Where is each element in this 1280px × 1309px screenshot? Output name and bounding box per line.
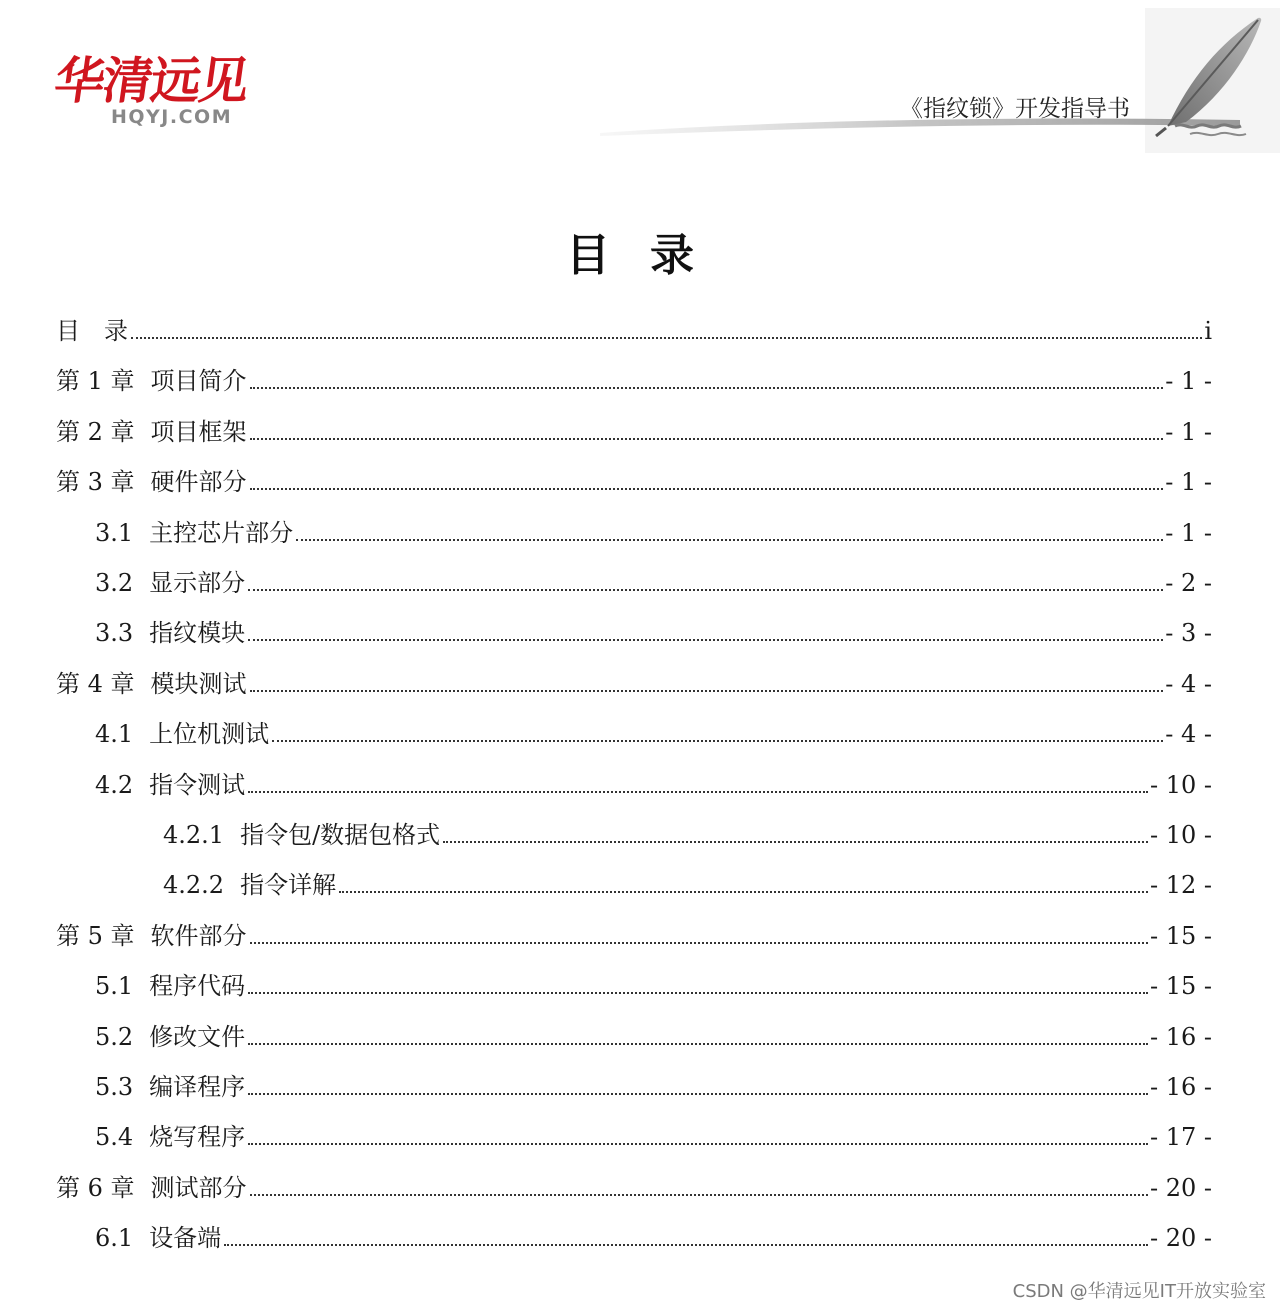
- toc-entry-label: [95, 971, 245, 1001]
- toc-entry-label: [95, 518, 293, 548]
- toc-entry-number: 3.3: [95, 619, 134, 647]
- toc-entry-number: 第 5 章: [56, 922, 135, 950]
- toc-entry-label: [95, 770, 245, 800]
- toc-entry[interactable]: [163, 860, 1212, 900]
- toc-entry-page: - 12 -: [1149, 871, 1212, 899]
- toc-entry-title: 指纹模块: [149, 619, 246, 647]
- toc-entry[interactable]: [95, 558, 1212, 598]
- toc-entry-number: 5.2: [95, 1023, 134, 1051]
- toc-entry-page: - 16 -: [1149, 1073, 1212, 1101]
- toc-entry[interactable]: [95, 1213, 1212, 1253]
- toc-entry-label: [56, 316, 128, 346]
- toc-dot-leader: [272, 739, 1163, 742]
- toc-dot-leader: [250, 941, 1148, 944]
- toc-entry-label: [95, 1022, 245, 1052]
- toc-entry-label: [95, 1223, 221, 1253]
- toc-entry[interactable]: [56, 306, 1212, 346]
- toc-entry-label: [163, 820, 440, 850]
- toc-entry-title: 设备端: [149, 1224, 222, 1252]
- toc-entry-page: - 17 -: [1149, 1123, 1212, 1151]
- toc-dot-leader: [250, 689, 1164, 692]
- toc-entry-title: 测试部分: [150, 1174, 247, 1202]
- toc-entry-number: 5.4: [95, 1123, 134, 1151]
- toc-entry-title: 指令测试: [149, 771, 246, 799]
- toc-entry-page: - 15 -: [1149, 972, 1212, 1000]
- toc-entry-label: [95, 618, 245, 648]
- toc-entry-label: [56, 417, 247, 447]
- toc-entry[interactable]: [95, 1112, 1212, 1152]
- toc-entry-title: 主控芯片部分: [149, 519, 294, 547]
- toc-dot-leader: [248, 790, 1148, 793]
- toc-entry-number: 4.1: [95, 720, 134, 748]
- toc-entry-page: - 3 -: [1165, 619, 1212, 647]
- toc-entry-page: - 16 -: [1149, 1023, 1212, 1051]
- document-title: 《指纹锁》开发指导书: [900, 96, 1130, 122]
- toc-entry-label: [95, 1122, 245, 1152]
- toc-entry[interactable]: [95, 608, 1212, 648]
- toc-entry-title: 模块测试: [150, 670, 247, 698]
- toc-entry-number: 第 4 章: [56, 670, 135, 698]
- toc-entry[interactable]: [56, 1163, 1212, 1203]
- toc-entry-title: 程序代码: [149, 972, 246, 1000]
- toc-entry-number: 第 6 章: [56, 1174, 135, 1202]
- toc-entry-label: [95, 1072, 245, 1102]
- toc-entry-page: - 1 -: [1165, 519, 1212, 547]
- toc-entry-title: 上位机测试: [149, 720, 270, 748]
- toc-entry-title: 软件部分: [150, 922, 247, 950]
- toc-dot-leader: [250, 386, 1164, 389]
- toc-entry-page: - 1 -: [1165, 468, 1212, 496]
- toc-dot-leader: [248, 1142, 1148, 1145]
- toc-entry-title: 指令包/数据包格式: [240, 821, 441, 849]
- toc-dot-leader: [131, 336, 1202, 339]
- toc-entry[interactable]: [95, 760, 1212, 800]
- toc-dot-leader: [248, 1092, 1148, 1095]
- toc-entry[interactable]: [56, 457, 1212, 497]
- toc-entry-number: 4.2.1: [163, 821, 225, 849]
- toc-entry-title: 烧写程序: [149, 1123, 246, 1151]
- toc-entry-page: - 20 -: [1149, 1224, 1212, 1252]
- toc-dot-leader: [248, 588, 1163, 591]
- toc-entry-page: - 10 -: [1149, 771, 1212, 799]
- toc-dot-leader: [250, 1193, 1148, 1196]
- quill-pen-icon: [600, 8, 1280, 153]
- toc-dot-leader: [248, 638, 1163, 641]
- toc-entry-number: 4.2.2: [163, 871, 225, 899]
- toc-entry-page: - 20 -: [1149, 1174, 1212, 1202]
- toc-heading: 目录: [566, 230, 734, 281]
- toc-entry-number: 5.3: [95, 1073, 134, 1101]
- toc-entry[interactable]: [56, 659, 1212, 699]
- toc-entry-page: - 1 -: [1165, 367, 1212, 395]
- toc-entry-title: 编译程序: [149, 1073, 246, 1101]
- toc-entry-title: 显示部分: [149, 569, 246, 597]
- toc-entry-number: 5.1: [95, 972, 134, 1000]
- toc-entry-label: [56, 669, 247, 699]
- toc-entry-page: - 1 -: [1165, 418, 1212, 446]
- toc-dot-leader: [443, 840, 1148, 843]
- toc-entry-number: 3.2: [95, 569, 134, 597]
- toc-entry-page: - 4 -: [1165, 720, 1212, 748]
- toc-entry-page: i: [1204, 317, 1212, 345]
- toc-entry-page: - 15 -: [1149, 922, 1212, 950]
- logo-subtext: HQYJ.COM: [111, 106, 233, 128]
- toc-dot-leader: [248, 991, 1148, 994]
- toc-entry-page: - 10 -: [1149, 821, 1212, 849]
- toc-entry-label: [95, 719, 269, 749]
- toc-entry-number: 3.1: [95, 519, 134, 547]
- toc-entry-label: [56, 467, 247, 497]
- toc-entry[interactable]: [95, 709, 1212, 749]
- company-logo: [50, 52, 270, 132]
- toc-dot-leader: [339, 890, 1148, 893]
- toc-entry-title: 硬件部分: [150, 468, 247, 496]
- toc-entry-label: [56, 1173, 247, 1203]
- toc-entry[interactable]: [56, 407, 1212, 447]
- toc-entry-label: [163, 870, 336, 900]
- toc-entry-label: [95, 568, 245, 598]
- toc-entry[interactable]: [56, 911, 1212, 951]
- toc-entry[interactable]: [163, 810, 1212, 850]
- toc-dot-leader: [296, 538, 1163, 541]
- toc-entry-title: 修改文件: [149, 1023, 246, 1051]
- toc-entry-page: - 4 -: [1165, 670, 1212, 698]
- toc-entry-number: 第 3 章: [56, 468, 135, 496]
- logo-text: 华清远见: [50, 52, 252, 110]
- toc-entry-title: 项目简介: [150, 367, 247, 395]
- toc-entry[interactable]: [56, 356, 1212, 396]
- toc-dot-leader: [250, 487, 1164, 490]
- watermark: CSDN @华清远见IT开放实验室: [1012, 1281, 1266, 1302]
- toc-dot-leader: [250, 437, 1164, 440]
- toc-entry-page: - 2 -: [1165, 569, 1212, 597]
- toc-entry-number: 4.2: [95, 771, 134, 799]
- toc-entry-label: [56, 921, 247, 951]
- toc-entry-number: 6.1: [95, 1224, 134, 1252]
- toc-entry[interactable]: [95, 508, 1212, 548]
- toc-entry-title: 目 录: [56, 317, 128, 345]
- toc-entry-title: 指令详解: [240, 871, 337, 899]
- toc-entry-number: 第 2 章: [56, 418, 135, 446]
- toc-dot-leader: [248, 1042, 1148, 1045]
- toc-entry[interactable]: [95, 1062, 1212, 1102]
- toc-entry[interactable]: [95, 1012, 1212, 1052]
- toc-dot-leader: [224, 1243, 1148, 1246]
- toc-entry-number: 第 1 章: [56, 367, 135, 395]
- toc-entry-title: 项目框架: [150, 418, 247, 446]
- toc-entry-label: [56, 366, 247, 396]
- toc-entry[interactable]: [95, 961, 1212, 1001]
